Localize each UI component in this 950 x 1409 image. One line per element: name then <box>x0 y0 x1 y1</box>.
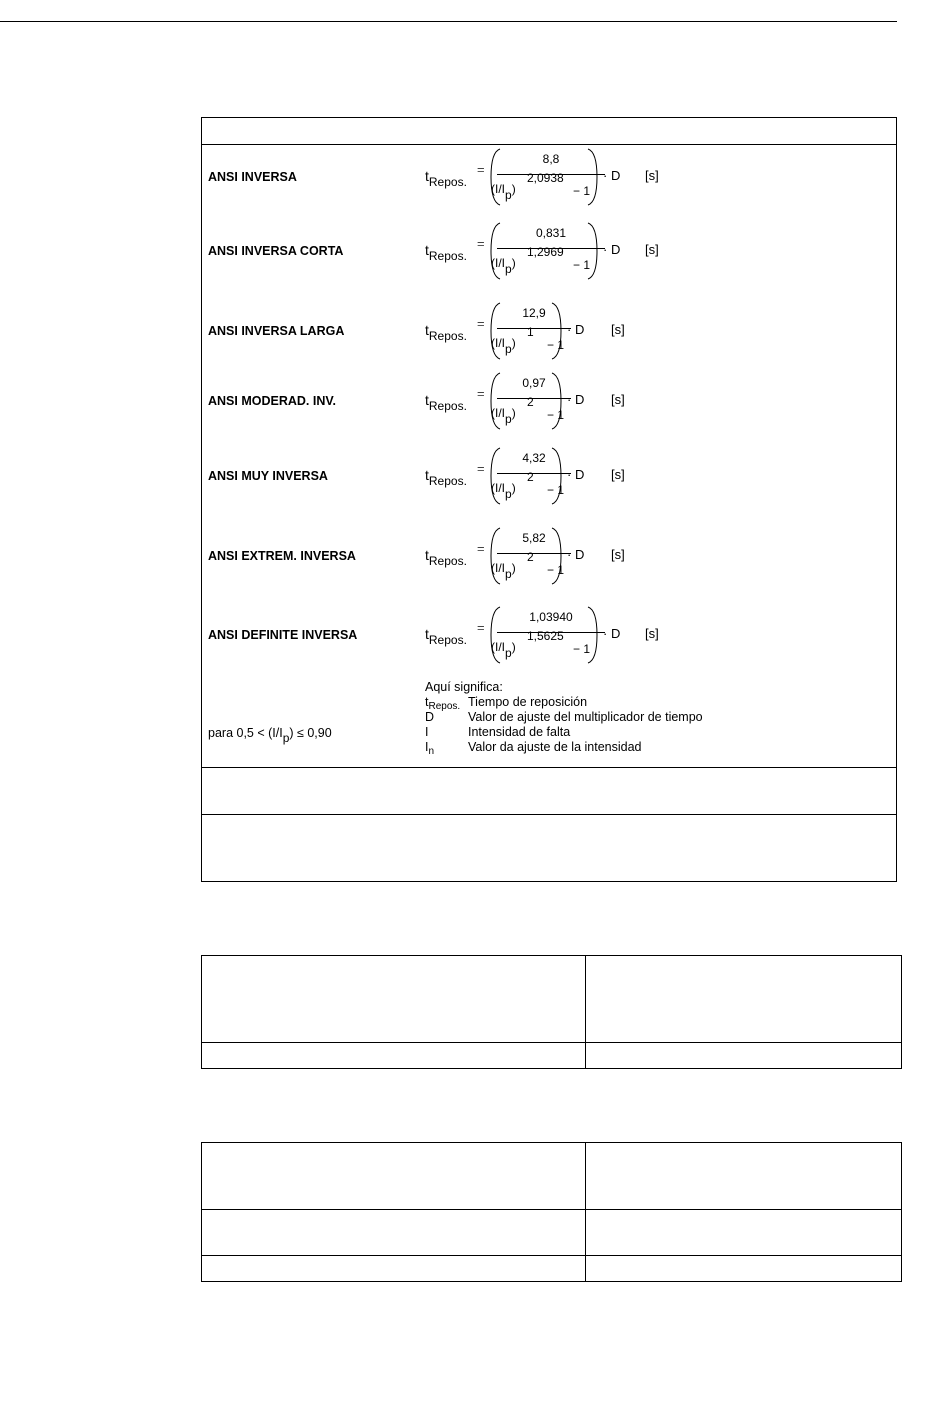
exponent: 2 <box>527 395 534 409</box>
left-paren <box>489 372 503 430</box>
base: (I/I <box>491 561 505 575</box>
t-repos <box>425 242 467 263</box>
denominator-base <box>491 640 516 660</box>
right-paren <box>549 372 563 430</box>
formula <box>425 302 685 362</box>
minus-one: − 1 <box>547 338 565 352</box>
times-d: · D <box>567 322 585 337</box>
times-d: · D <box>567 547 585 562</box>
base-subscript: p <box>505 188 512 202</box>
denominator-base <box>491 336 516 356</box>
base: (I/I <box>491 182 505 196</box>
exponent: 2 <box>527 550 534 564</box>
curve-name: ANSI DEFINITE INVERSA <box>208 628 358 642</box>
right-paren <box>549 302 563 360</box>
minus-one: − 1 <box>573 642 591 656</box>
t-repos <box>425 392 467 413</box>
t-symbol: t <box>425 242 429 258</box>
unit: [s] <box>611 547 625 562</box>
legend-items <box>425 695 703 757</box>
symbol-subscript: n <box>428 746 435 757</box>
base: (I/I <box>491 481 505 495</box>
legend-item <box>425 725 571 740</box>
table-3 <box>201 1142 902 1282</box>
header-rule <box>0 21 897 22</box>
base-subscript: p <box>505 262 512 276</box>
exponent: 1,2969 <box>527 245 564 259</box>
base: (I/I <box>491 406 505 420</box>
equals-sign: = <box>477 541 485 556</box>
t-repos <box>425 626 467 647</box>
legend-item <box>425 695 588 712</box>
left-paren <box>489 527 503 585</box>
minus-one: − 1 <box>573 184 591 198</box>
curve-name: ANSI MUY INVERSA <box>208 469 328 483</box>
numerator: 1,03940 <box>529 610 573 624</box>
t-subscript: Repos. <box>428 399 467 413</box>
condition-sub: p <box>282 731 290 745</box>
times-d: · D <box>567 467 585 482</box>
base-close: ) <box>511 256 516 270</box>
t-subscript: Repos. <box>428 474 467 488</box>
legend-symbol <box>425 710 434 726</box>
base-close: ) <box>511 406 516 420</box>
formula <box>425 447 685 507</box>
condition-suffix: ) ≤ 0,90 <box>289 726 332 740</box>
times-d: · D <box>567 392 585 407</box>
curve-name: ANSI INVERSA CORTA <box>208 244 344 258</box>
table-header-rule <box>201 144 897 145</box>
times-d: · D <box>603 626 621 641</box>
legend-symbol <box>425 695 460 711</box>
t-repos <box>425 168 467 189</box>
symbol-subscript: Repos. <box>428 701 461 712</box>
minus-one: − 1 <box>547 483 565 497</box>
table-3-col-divider <box>585 1142 586 1282</box>
legend-description: Tiempo de reposición <box>468 695 588 709</box>
curve-name: ANSI INVERSA <box>208 170 297 184</box>
t-symbol: t <box>425 322 429 338</box>
legend-description: Intensidad de falta <box>468 725 571 739</box>
minus-one: − 1 <box>547 563 565 577</box>
formula <box>425 527 685 587</box>
condition-prefix: para 0,5 < (I/I <box>208 726 283 740</box>
base-subscript: p <box>505 487 512 501</box>
table-2-row-rule <box>201 1042 902 1043</box>
denominator-base <box>491 256 516 276</box>
right-paren <box>549 447 563 505</box>
equals-sign: = <box>477 236 485 251</box>
t-repos <box>425 467 467 488</box>
numerator: 0,831 <box>535 226 567 240</box>
t-symbol: t <box>425 626 429 642</box>
legend-item <box>425 740 642 757</box>
t-symbol: t <box>425 467 429 483</box>
base-subscript: p <box>505 342 512 356</box>
numerator: 8,8 <box>542 152 560 166</box>
table-2 <box>201 955 902 1069</box>
formula <box>425 606 685 666</box>
formula <box>425 148 685 208</box>
unit: [s] <box>645 242 659 257</box>
left-paren <box>489 447 503 505</box>
t-symbol: t <box>425 547 429 563</box>
symbol: t <box>425 695 429 709</box>
validity-condition <box>208 726 332 745</box>
denominator-base <box>491 561 516 581</box>
t-subscript: Repos. <box>428 554 467 568</box>
equals-sign: = <box>477 461 485 476</box>
minus-one: − 1 <box>573 258 591 272</box>
numerator: 4,32 <box>522 451 546 465</box>
t-symbol: t <box>425 168 429 184</box>
base-close: ) <box>511 640 516 654</box>
left-paren <box>489 606 503 664</box>
symbol: I <box>425 725 429 739</box>
base-close: ) <box>511 182 516 196</box>
base: (I/I <box>491 256 505 270</box>
legend-symbol <box>425 740 434 756</box>
t-subscript: Repos. <box>428 175 467 189</box>
unit: [s] <box>611 467 625 482</box>
base-subscript: p <box>505 567 512 581</box>
table-row-rule <box>201 767 897 768</box>
right-paren <box>549 527 563 585</box>
numerator: 5,82 <box>522 531 546 545</box>
equals-sign: = <box>477 316 485 331</box>
t-repos <box>425 547 467 568</box>
base: (I/I <box>491 336 505 350</box>
legend <box>425 680 703 757</box>
unit: [s] <box>611 322 625 337</box>
unit: [s] <box>645 168 659 183</box>
denominator-base <box>491 182 516 202</box>
curve-name: ANSI MODERAD. INV. <box>208 394 337 408</box>
base-subscript: p <box>505 646 512 660</box>
right-paren <box>585 148 599 206</box>
symbol: D <box>425 710 435 724</box>
unit: [s] <box>645 626 659 641</box>
base-subscript: p <box>505 412 512 426</box>
denominator-base <box>491 481 516 501</box>
equals-sign: = <box>477 162 485 177</box>
t-subscript: Repos. <box>428 633 467 647</box>
base: (I/I <box>491 640 505 654</box>
legend-item <box>425 710 703 725</box>
base-close: ) <box>511 336 516 350</box>
left-paren <box>489 302 503 360</box>
exponent: 1 <box>527 325 534 339</box>
t-subscript: Repos. <box>428 329 467 343</box>
base-close: ) <box>511 561 516 575</box>
left-paren <box>489 222 503 280</box>
t-repos <box>425 322 467 343</box>
right-paren <box>585 222 599 280</box>
exponent: 2,0938 <box>527 171 564 185</box>
left-paren <box>489 148 503 206</box>
numerator: 12,9 <box>522 306 546 320</box>
right-paren <box>585 606 599 664</box>
times-d: · D <box>603 242 621 257</box>
minus-one: − 1 <box>547 408 565 422</box>
exponent: 2 <box>527 470 534 484</box>
formula <box>425 372 685 432</box>
unit: [s] <box>611 392 625 407</box>
curve-name: ANSI INVERSA LARGA <box>208 324 345 338</box>
t-subscript: Repos. <box>428 249 467 263</box>
table-row-rule <box>201 814 897 815</box>
symbol: I <box>425 740 429 754</box>
legend-symbol <box>425 725 428 741</box>
legend-heading: Aquí significa: <box>425 680 503 694</box>
denominator-base <box>491 406 516 426</box>
numerator: 0,97 <box>522 376 546 390</box>
formula <box>425 222 685 282</box>
curve-name: ANSI EXTREM. INVERSA <box>208 549 356 563</box>
t-symbol: t <box>425 392 429 408</box>
table-3-row-rule <box>201 1209 902 1210</box>
table-2-col-divider <box>585 955 586 1069</box>
base-close: ) <box>511 481 516 495</box>
exponent: 1,5625 <box>527 629 564 643</box>
equals-sign: = <box>477 620 485 635</box>
legend-description: Valor de ajuste del multiplicador de tiempo <box>468 710 703 724</box>
table-3-row-rule <box>201 1255 902 1256</box>
times-d: · D <box>603 168 621 183</box>
equals-sign: = <box>477 386 485 401</box>
legend-description: Valor da ajuste de la intensidad <box>468 740 642 754</box>
